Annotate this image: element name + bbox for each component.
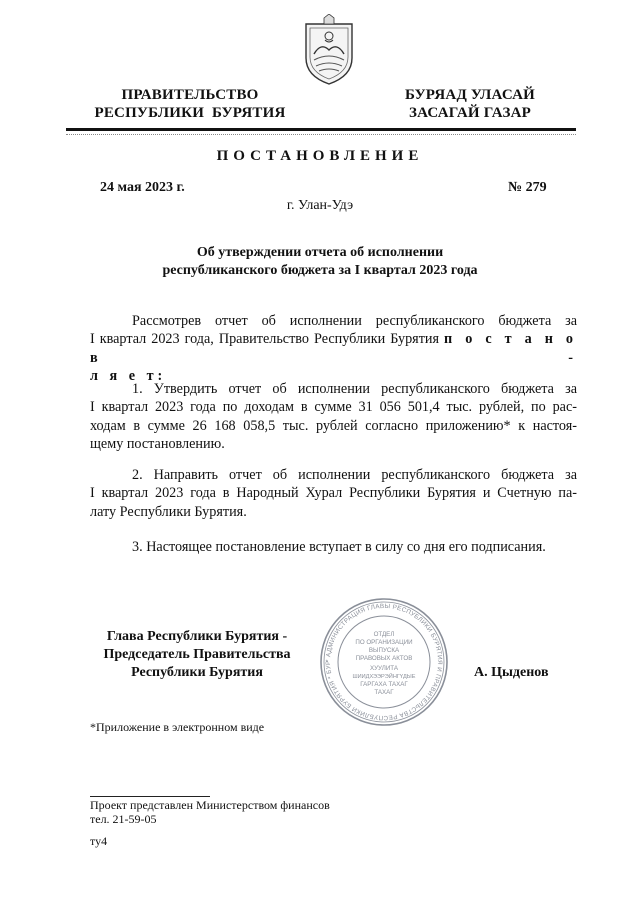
footer-prepared-by: Проект представлен Министерством финансов (90, 798, 330, 812)
item-2-line3: лату Республики Бурятия. (90, 503, 247, 520)
signer-title-line1: Глава Республики Бурятия - (106, 629, 288, 644)
seal-inner-line5: ХУУЛИТА (370, 665, 398, 672)
footer-rule (90, 796, 210, 797)
seal-inner-line1: ОТДЕЛ (373, 631, 395, 638)
item-2-line2: I квартал 2023 года в Народный Хурал Республики Бурятия и Счетную па- (90, 485, 577, 502)
preamble-paragraph (90, 312, 577, 386)
subject-line2: республиканского бюджета за I квартал 2023 года (162, 263, 478, 278)
item-1-line4: щему постановлению. (90, 436, 225, 453)
preamble-line2 (90, 330, 577, 367)
document-type: ПОСТАНОВЛЕНИЕ (216, 148, 424, 164)
item-1-line1: 1. Утвердить отчет об исполнении республиканского бюджета за (132, 381, 577, 397)
seal-inner-line3: ВЫПУСКА (368, 647, 400, 654)
official-seal-stamp (318, 596, 450, 728)
preamble-line2-text: I квартал 2023 года, Правительство Республики Бурятия (90, 331, 440, 348)
signer-name: А. Цыденов (474, 665, 549, 680)
item-1-line3: ходам в сумме 26 168 058,5 тыс. рублей согласно приложению* к настоя- (90, 417, 577, 434)
seal-inner-line6: ШИИДХЭЭРЭЙНГҮДЫЕ (352, 674, 416, 680)
seal-inner-line8: ТАХАГ (374, 689, 394, 696)
signer-title-line2: Председатель Правительства (103, 647, 291, 662)
item-1-paragraph (90, 380, 577, 454)
signer-title-line3: Республики Бурятия (131, 665, 263, 680)
appendix-note: *Приложение в электронном виде (90, 720, 265, 734)
header-left-line1: ПРАВИТЕЛЬСТВО (121, 87, 259, 103)
item-1-line2: I квартал 2023 года по доходам в сумме 31 056 501,4 тыс. рублей, по рас- (90, 399, 577, 416)
coat-of-arms-emblem (302, 14, 356, 86)
subject-line1: Об утверждении отчета об исполнении (196, 245, 444, 260)
header-left-line2: РЕСПУБЛИКИ БУРЯТИЯ (94, 105, 286, 121)
preamble-decree-word: п о с т а н о в - (90, 331, 578, 366)
header-dotted-rule (66, 134, 576, 135)
item-3-line1: 3. Настоящее постановление вступает в силу со дня его подписания. (132, 539, 546, 555)
signer-title (86, 628, 308, 682)
footer-code: ту4 (90, 834, 108, 848)
seal-inner-line2: ПО ОРГАНИЗАЦИИ (355, 639, 413, 646)
document-subject (120, 244, 520, 280)
header-rule (66, 128, 576, 131)
seal-ring-text: * АДМИНИСТРАЦИЯ ГЛАВЫ РЕСПУБЛИКИ БУРЯТИЯ И ПРАВИТЕЛЬСТВА РЕСПУБЛИКИ БУРЯТИЯ * БУР (324, 602, 444, 722)
header-right (380, 86, 560, 122)
seal-inner-line4: ПРАВОВЫХ АКТОВ (355, 655, 413, 662)
header-left (66, 86, 314, 122)
header-right-line2: ЗАСАГАЙ ГАЗАР (409, 105, 531, 121)
seal-inner-line7: ГАРГАХА ТАХАГ (360, 681, 408, 688)
preamble-line1: Рассмотрев отчет об исполнении республиканского бюджета за (132, 313, 577, 329)
item-2-paragraph (90, 466, 577, 521)
document-date: 24 мая 2023 г. (100, 180, 185, 195)
header-right-line1: БУРЯАД УЛАСАЙ (404, 87, 536, 103)
item-3-paragraph (90, 538, 577, 556)
document-city: г. Улан-Удэ (286, 198, 354, 213)
footer-phone: тел. 21-59-05 (90, 812, 157, 826)
preamble-line3: л я е т: (90, 368, 167, 385)
document-number: № 279 (508, 180, 547, 195)
item-2-line1: 2. Направить отчет об исполнении республиканского бюджета за (132, 467, 577, 483)
